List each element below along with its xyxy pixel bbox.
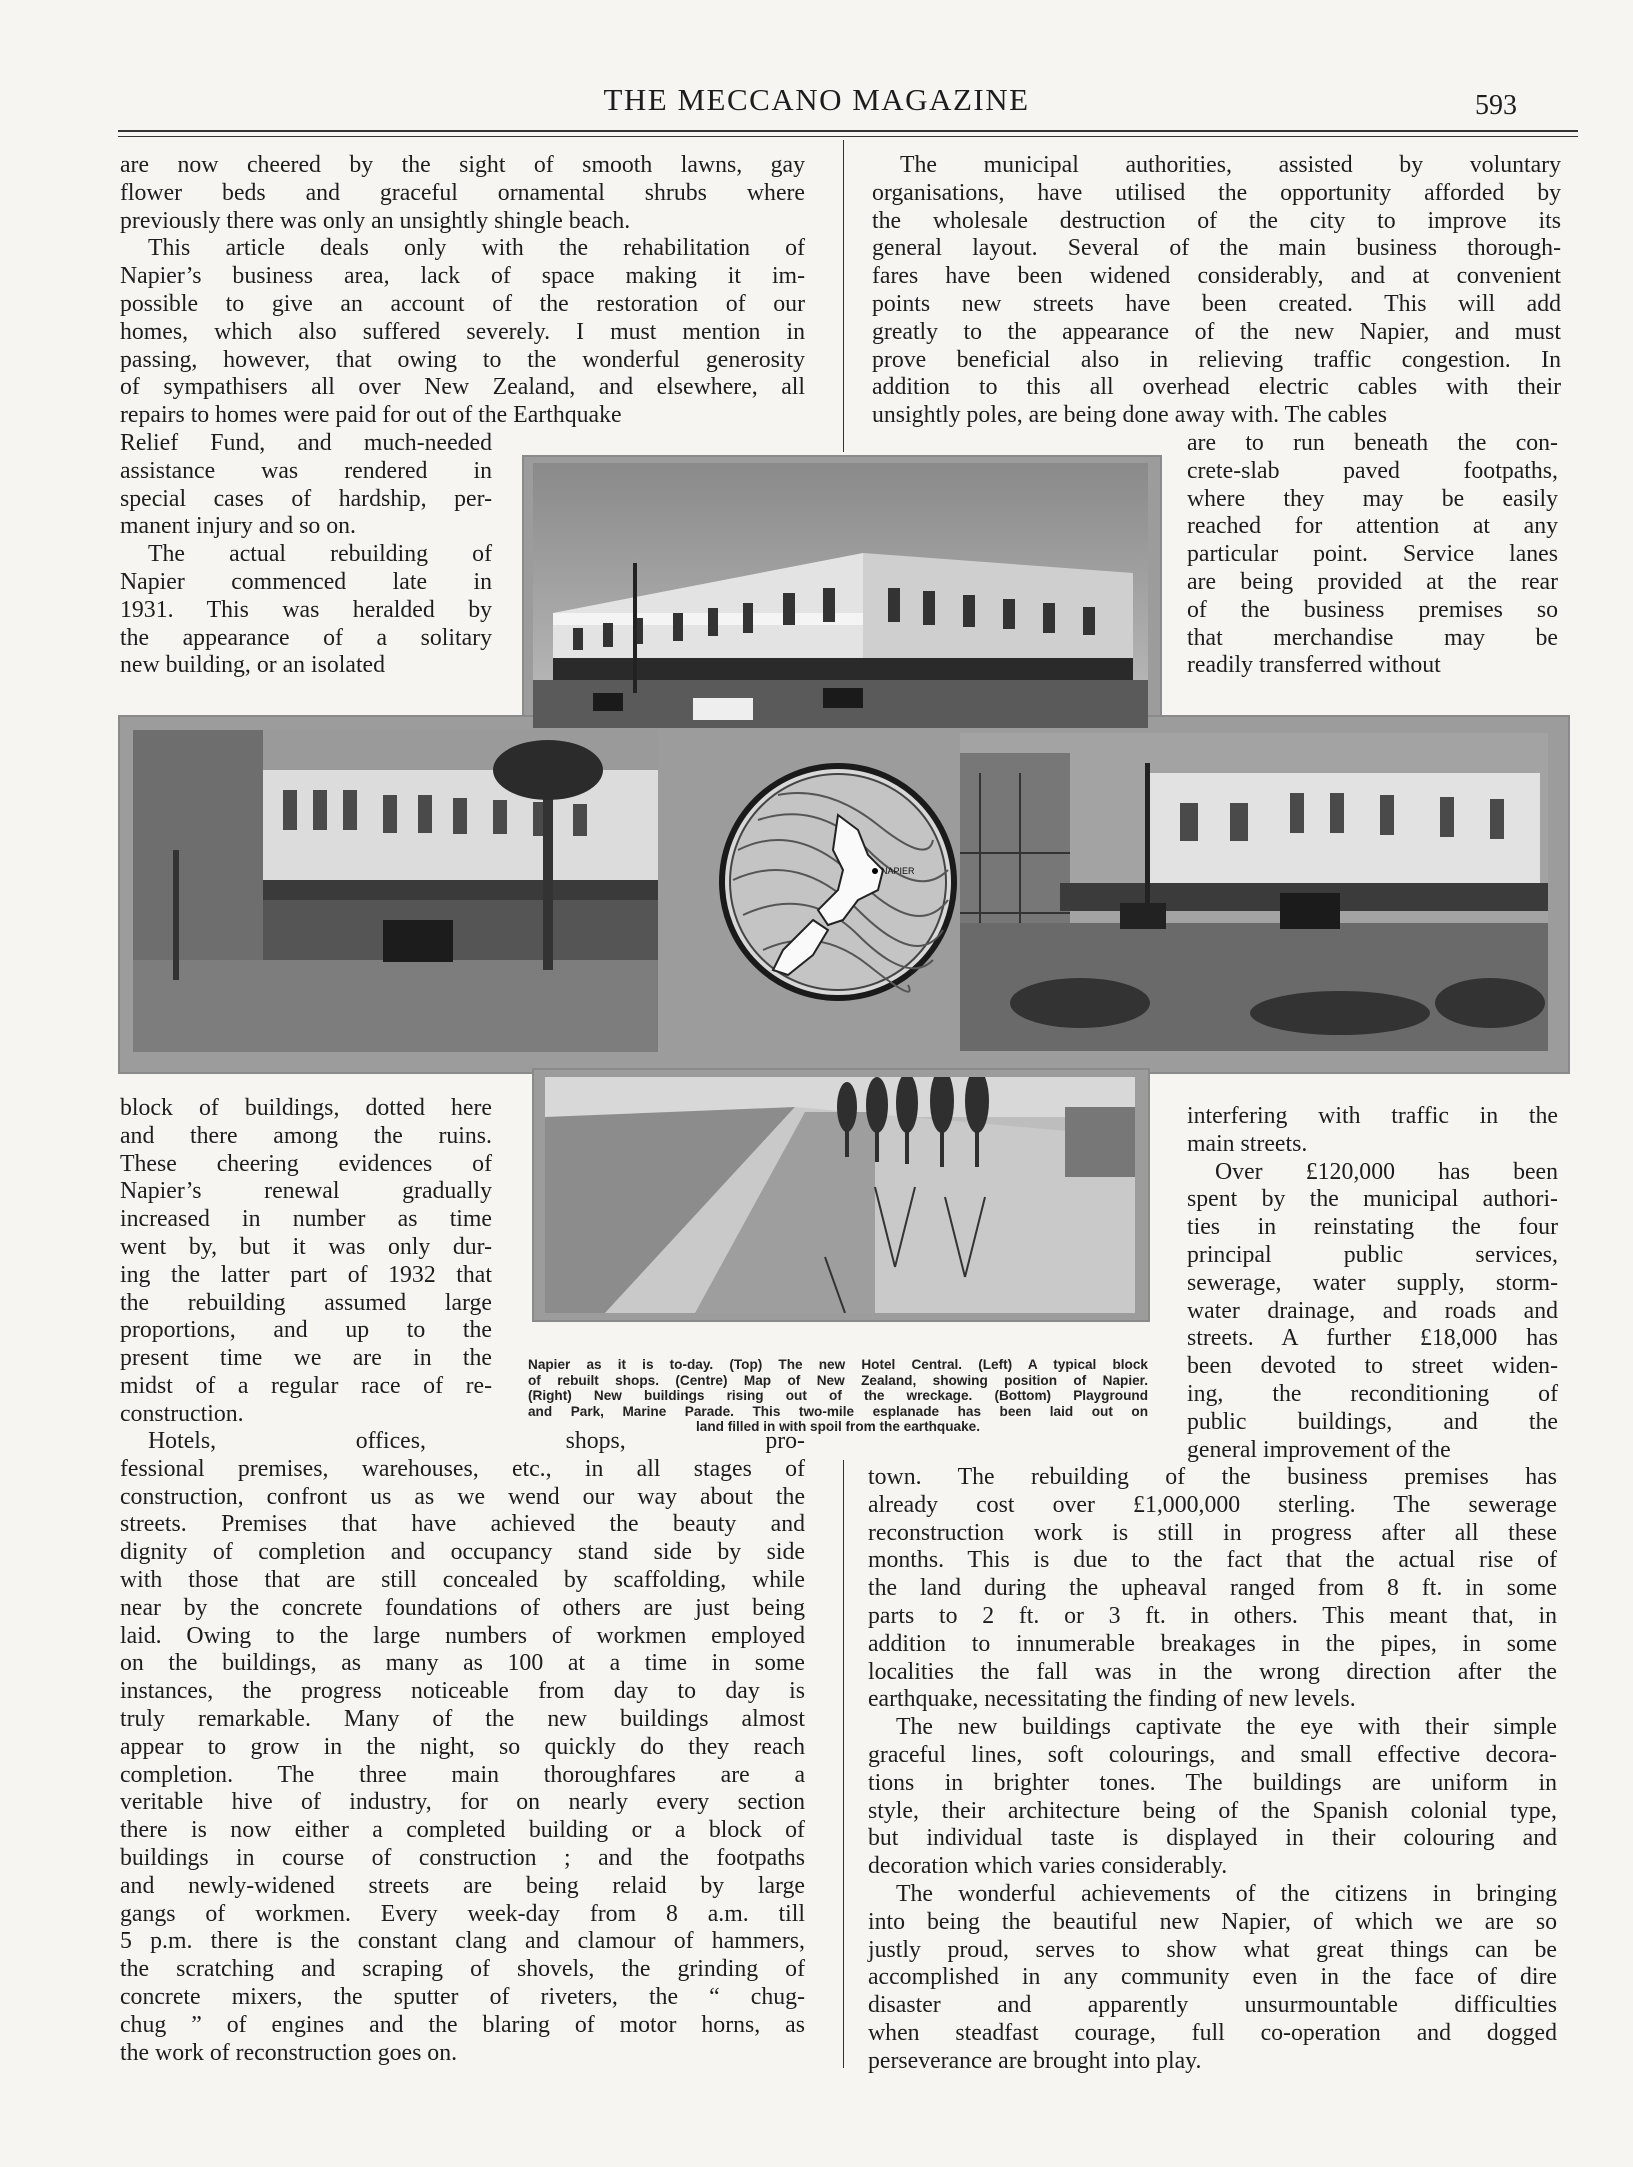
text-line: graceful lines, soft colourings, and small effective decora- <box>868 1741 1557 1768</box>
text-line: general improvement of the <box>1187 1436 1451 1463</box>
text-line: addition to this all overhead electric cables with their <box>872 374 1561 401</box>
text-line: the work of reconstruction goes on. <box>120 2039 458 2066</box>
text-line: fessional premises, warehouses, etc., in all stages of <box>120 1455 805 1482</box>
text-line: sewerage, water supply, storm- <box>1187 1269 1558 1296</box>
magazine-title: THE MECCANO MAGAZINE <box>603 82 1030 117</box>
text-line: laid. Owing to the large numbers of workmen employed <box>120 1622 805 1649</box>
new-zealand-map <box>718 760 958 1004</box>
text-line: homes, which also suffered severely. I must mention in <box>120 318 805 345</box>
text-line: greatly to the appearance of the new Napier, and must <box>872 318 1561 345</box>
text-line: instances, the progress noticeable from day to day is <box>120 1678 805 1705</box>
text-line: prove beneficial also in relieving traffic congestion. In <box>872 346 1561 373</box>
text-line: buildings in course of construction ; and the footpaths <box>120 1844 805 1871</box>
left-column-middle <box>120 1095 492 1429</box>
text-line: and newly-widened streets are being relaid by large <box>120 1872 805 1899</box>
rebuilt-shops-photo <box>133 730 658 1052</box>
text-line: special cases of hardship, per- <box>120 485 492 512</box>
text-line: town. The rebuilding of the business premises has <box>868 1464 1557 1490</box>
text-line: possible to give an account of the restoration of our <box>120 290 805 317</box>
caption-line: of rebuilt shops. (Centre) Map of New Zealand, showing position of Napier. <box>528 1372 1148 1388</box>
text-line: ing the latter part of 1932 that <box>120 1261 492 1288</box>
text-line: flower beds and graceful ornamental shrubs where <box>120 179 805 206</box>
text-line: crete-slab paved footpaths, <box>1187 457 1558 484</box>
text-line: parts to 2 ft. or 3 ft. in others. This meant that, in <box>868 1602 1557 1629</box>
text-line: months. This is due to the fact that the actual rise of <box>868 1547 1557 1574</box>
text-line: proportions, and up to the <box>120 1317 492 1344</box>
text-line: main streets. <box>1187 1130 1308 1157</box>
text-line: Hotels, offices, shops, pro- <box>148 1428 805 1454</box>
text-line: The municipal authorities, assisted by voluntary <box>900 152 1561 178</box>
text-line: completion. The three main thoroughfares are a <box>120 1761 805 1788</box>
text-line: readily transferred without <box>1187 652 1441 679</box>
text-line: disaster and apparently unsurmountable difficulties <box>868 1992 1557 2019</box>
text-line: new building, or an isolated <box>120 652 386 679</box>
text-line: The wonderful achievements of the citizens in bringing <box>896 1880 1557 1907</box>
text-line: there is now either a completed building or a block of <box>120 1817 805 1844</box>
map-napier-label: NAPIER <box>881 866 915 876</box>
text-line: tions in brighter tones. The buildings are uniform in <box>868 1769 1557 1796</box>
text-line: are to run beneath the con- <box>1187 430 1558 456</box>
text-line: This article deals only with the rehabilitation of <box>148 235 805 262</box>
text-line: and there among the ruins. <box>120 1122 492 1149</box>
text-line: Over £120,000 has been <box>1215 1158 1558 1185</box>
right-column-middle <box>1187 1103 1558 1464</box>
left-column-bottom <box>120 1428 805 2067</box>
caption-line: and Park, Marine Parade. This two-mile esplanade has been laid out on <box>528 1403 1148 1419</box>
right-column-narrow <box>1187 430 1558 680</box>
new-buildings-photo <box>960 733 1548 1051</box>
text-line: 1931. This was heralded by <box>120 596 492 623</box>
text-line: accomplished in any community even in the face of dire <box>868 1964 1557 1991</box>
text-line: manent injury and so on. <box>120 513 356 540</box>
text-line: truly remarkable. Many of the new buildings almost <box>120 1705 805 1732</box>
text-line: perseverance are brought into play. <box>868 2047 1202 2074</box>
text-line: Relief Fund, and much-needed <box>120 430 492 456</box>
text-line: ing, the reconditioning of <box>1187 1380 1558 1407</box>
text-line: previously there was only an unsightly shingle beach. <box>120 207 631 234</box>
text-line: streets. A further £18,000 has <box>1187 1325 1558 1352</box>
text-line: points new streets have been created. This will add <box>872 290 1561 317</box>
text-line: are being provided at the rear <box>1187 568 1558 595</box>
text-line: the appearance of a solitary <box>120 624 492 651</box>
right-column-top <box>872 152 1561 430</box>
text-line: justly proud, serves to show what great things can be <box>868 1936 1557 1963</box>
text-line: the scratching and scraping of shovels, the grinding of <box>120 1956 805 1983</box>
text-line: veritable hive of industry, for on nearly every section <box>120 1789 805 1816</box>
caption-line: Napier as it is to-day. (Top) The new Hotel Central. (Left) A typical block <box>528 1357 1148 1372</box>
text-line: assistance was rendered in <box>120 457 492 484</box>
text-line: general layout. Several of the main business thorough- <box>872 235 1561 262</box>
text-line: principal public services, <box>1187 1241 1558 1268</box>
text-line: midst of a regular race of re- <box>120 1372 492 1399</box>
text-line: chug ” of engines and the blaring of motor horns, as <box>120 2011 805 2038</box>
text-line: water drainage, and roads and <box>1187 1297 1558 1324</box>
page-number: 593 <box>1475 90 1517 121</box>
header-rule <box>118 130 1578 132</box>
text-line: unsightly poles, are being done away with. The cables <box>872 402 1388 429</box>
text-line: the rebuilding assumed large <box>120 1289 492 1316</box>
text-line: of the business premises so <box>1187 596 1558 623</box>
caption-line: land filled in with spoil from the earthquake. <box>696 1419 980 1435</box>
text-line: The new buildings captivate the eye with their simple <box>896 1714 1557 1741</box>
text-line: into being the beautiful new Napier, of which we are so <box>868 1908 1557 1935</box>
text-line: increased in number as time <box>120 1206 492 1233</box>
text-line: Napier’s renewal gradually <box>120 1178 492 1205</box>
text-line: streets. Premises that have achieved the beauty and <box>120 1511 805 1538</box>
text-line: decoration which varies considerably. <box>868 1853 1228 1880</box>
photo-caption <box>528 1357 1148 1435</box>
hotel-central-photo <box>533 463 1148 728</box>
text-line: went by, but it was only dur- <box>120 1233 492 1260</box>
text-line: style, their architecture being of the Spanish colonial type, <box>868 1797 1557 1824</box>
text-line: organisations, have utilised the opportunity afforded by <box>872 179 1561 206</box>
text-line: been devoted to street widen- <box>1187 1353 1558 1380</box>
header-rule-thin <box>118 136 1578 137</box>
text-line: concrete mixers, the sputter of riveters, the “ chug- <box>120 1983 805 2010</box>
text-line: The actual rebuilding of <box>148 541 492 568</box>
text-line: where they may be easily <box>1187 485 1558 512</box>
text-line: gangs of workmen. Every week-day from 8 a.m. till <box>120 1900 805 1927</box>
text-line: public buildings, and the <box>1187 1408 1558 1435</box>
text-line: 5 p.m. there is the constant clang and clamour of hammers, <box>120 1928 805 1955</box>
text-line: Napier commenced late in <box>120 568 492 595</box>
text-line: These cheering evidences of <box>120 1150 492 1177</box>
text-line: already cost over £1,000,000 sterling. The sewerage <box>868 1491 1557 1518</box>
text-line: reconstruction work is still in progress after all these <box>868 1519 1557 1546</box>
column-divider-top <box>843 140 844 452</box>
text-line: when steadfast courage, full co-operation and dogged <box>868 2019 1557 2046</box>
caption-line: (Right) New buildings rising out of the wreckage. (Bottom) Playground <box>528 1388 1148 1404</box>
marine-parade-photo <box>545 1077 1135 1313</box>
text-line: repairs to homes were paid for out of the Earthquake <box>120 402 622 429</box>
text-line: with those that are still concealed by scaffolding, while <box>120 1566 805 1593</box>
left-column-narrow <box>120 430 492 680</box>
column-divider-bottom <box>843 1460 844 2068</box>
text-line: but individual taste is displayed in their colouring and <box>868 1825 1557 1852</box>
text-line: interfering with traffic in the <box>1187 1103 1558 1129</box>
text-line: addition to innumerable breakages in the pipes, in some <box>868 1630 1557 1657</box>
text-line: construction. <box>120 1400 244 1427</box>
text-line: fares have been widened considerably, and at convenient <box>872 263 1561 290</box>
text-line: dignity of completion and occupancy stand side by side <box>120 1539 805 1566</box>
text-line: present time we are in the <box>120 1345 492 1372</box>
text-line: earthquake, necessitating the finding of new levels. <box>868 1686 1356 1713</box>
text-line: that merchandise may be <box>1187 624 1558 651</box>
text-line: reached for attention at any <box>1187 513 1558 540</box>
text-line: are now cheered by the sight of smooth lawns, gay <box>120 152 805 178</box>
text-line: construction, confront us as we wend our way about the <box>120 1483 805 1510</box>
text-line: of sympathisers all over New Zealand, and elsewhere, all <box>120 374 805 401</box>
text-line: ties in reinstating the four <box>1187 1214 1558 1241</box>
text-line: appear to grow in the night, so quickly do they reach <box>120 1733 805 1760</box>
text-line: the wholesale destruction of the city to improve its <box>872 207 1561 234</box>
text-line: near by the concrete foundations of others are just being <box>120 1594 805 1621</box>
text-line: particular point. Service lanes <box>1187 541 1558 568</box>
text-line: the land during the upheaval ranged from 8 ft. in some <box>868 1575 1557 1602</box>
text-line: spent by the municipal authori- <box>1187 1186 1558 1213</box>
right-column-bottom <box>868 1464 1557 2076</box>
text-line: localities the fall was in the wrong direction after the <box>868 1658 1557 1685</box>
left-column-top <box>120 152 805 430</box>
text-line: Napier’s business area, lack of space making it im- <box>120 263 805 290</box>
text-line: on the buildings, as many as 100 at a time in some <box>120 1650 805 1677</box>
text-line: block of buildings, dotted here <box>120 1095 492 1121</box>
text-line: passing, however, that owing to the wonderful generosity <box>120 346 805 373</box>
